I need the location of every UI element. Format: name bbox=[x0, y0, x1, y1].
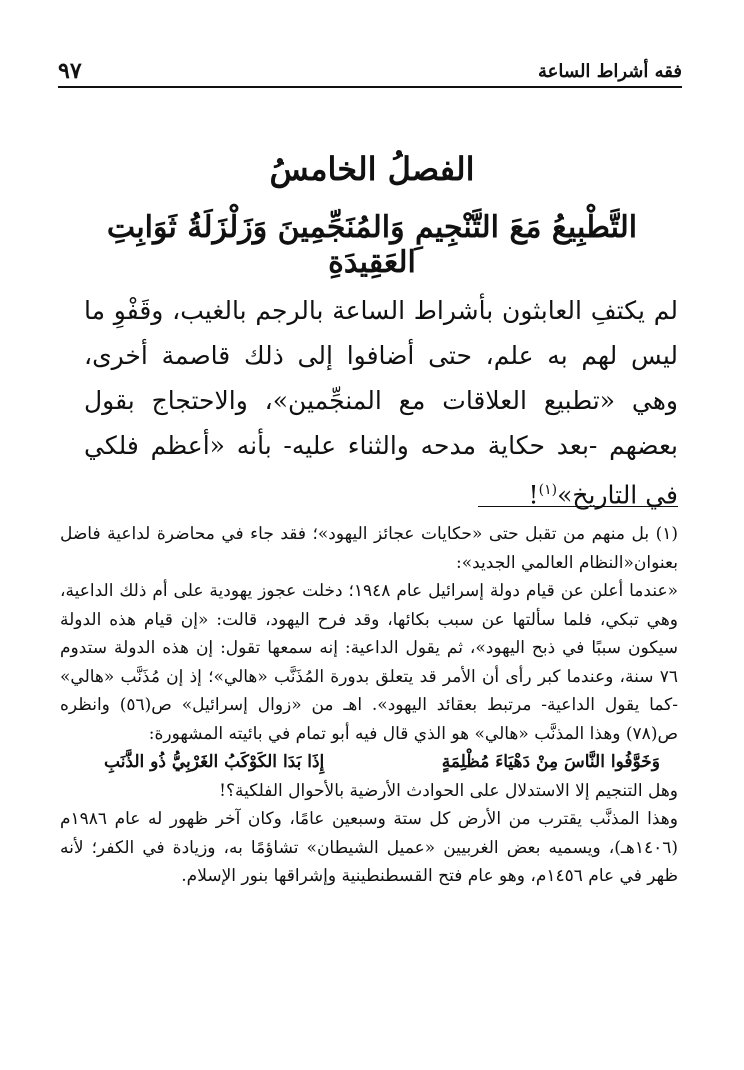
verse-second-hemistich: إِذَا بَدَا الكَوْكَبُ الغَرْبِيُّ ذُو الذَّنَبِ bbox=[104, 752, 325, 772]
page-number: ٩٧ bbox=[58, 58, 82, 84]
footnote-paragraph-1: (١) بل منهم من تقبل حتى «حكايات عجائز اليهود»؛ فقد جاء في محاضرة لداعية فاضل بعنوان«النظام العالمي الجديد»: bbox=[60, 524, 678, 573]
paragraph-end-mark: ! bbox=[528, 480, 539, 510]
chapter-subtitle: التَّطْبِيعُ مَعَ التَّنْجِيمِ وَالمُنَجِّمِينَ وَزَلْزَلَةُ ثَوَابِتِ العَقِيدَةِ bbox=[106, 210, 638, 280]
footnote-divider bbox=[478, 506, 678, 507]
footnote-section bbox=[60, 520, 678, 891]
main-paragraph-text: لم يكتفِ العابثون بأشراط الساعة بالرجم بالغيب، وقَفْوِ ما ليس لهم به علم، حتى أضافوا إلى ذلك قاصمة أخرى، وهي «تطبيع العلاقات مع المنجِّمين»، والاحتجاج بقول بعضهم -بعد حكاية مدحه والثناء عليه- بأنه «أعظم فلكي في التاريخ» bbox=[84, 296, 678, 510]
footnote-paragraph-3: وهل التنجيم إلا الاستدلال على الحوادث الأرضية بالأحوال الفلكية؟! bbox=[219, 780, 678, 801]
poetry-verse bbox=[60, 748, 678, 777]
chapter-title: الفصلُ الخامسُ bbox=[269, 150, 475, 188]
footnote-paragraph-2: «عندما أعلن عن قيام دولة إسرائيل عام ١٩٤٨؛ دخلت عجوز يهودية على أم ذلك الداعية، وهي تبكي، فلما سألتها عن سبب بكائها، وقد فرح اليهود، قالت: «إن قيام هذه الدولة سيكون سببًا في ذبح اليهود»، ثم يقول الداعية: إنه سمعها تقول: إن هذه الدولة ستدوم ٧٦ سنة، وعندما كبر رأى أن الأمر قد يتعلق بدورة المُذَنَّب «هالي»؛ إذ إن مُذَنَّب «هالي» -كما يقول الداعية- مرتبط بعقائد اليهود». اهـ من «زوال إسرائيل» ص(٥٦) وانظره ص(٧٨) وهذا المذنَّب «هالي» هو الذي قال فيه أبو تمام في بائيته المشهورة: bbox=[60, 581, 678, 744]
footnote-marker: (١) bbox=[538, 482, 558, 498]
running-header bbox=[58, 56, 682, 88]
main-paragraph bbox=[84, 288, 678, 517]
book-title: فقه أشراط الساعة bbox=[538, 61, 682, 82]
verse-first-hemistich: وَخَوَّفُوا النَّاسَ مِنْ دَهْيَاءَ مُظْلِمَةٍ bbox=[441, 752, 660, 772]
footnote-paragraph-4: وهذا المذنَّب يقترب من الأرض كل ستة وسبعين عامًا، وكان آخر ظهور له عام ١٩٨٦م (١٤٠٦هـ)، ويسميه بعض الغربيين «عميل الشيطان» تشاؤمًا به، وزيادة في الكفر؛ لأنه ظهر في عام ١٤٥٦م، وهو عام فتح القسطنطينية وإشراقها بنور الإسلام. bbox=[60, 809, 678, 886]
